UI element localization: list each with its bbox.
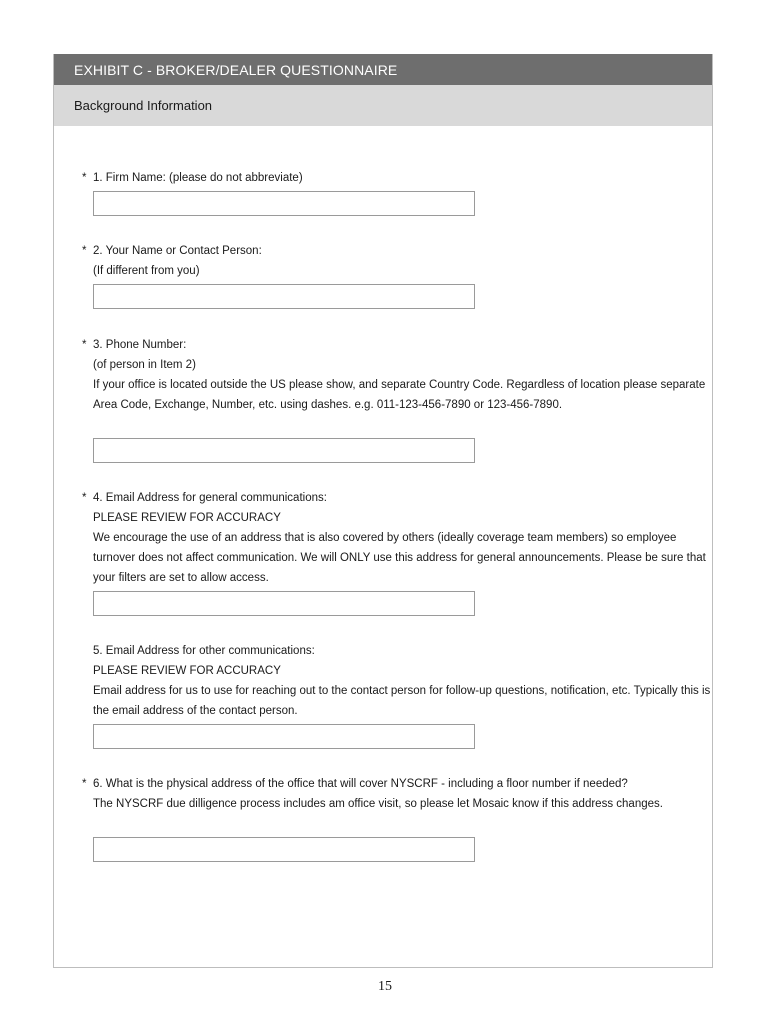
required-marker: *: [82, 492, 87, 504]
question-6: [82, 774, 712, 814]
question-3: [82, 335, 712, 415]
exhibit-title-bar: [54, 54, 712, 85]
question-6-help: The NYSCRF due dilligence process includes am office visit, so please let Mosaic know if this address changes.: [93, 798, 663, 810]
question-4-label: 4. Email Address for general communications:: [93, 492, 327, 504]
section-header-bar: [54, 85, 712, 126]
question-4: [82, 488, 712, 588]
question-1: [82, 168, 712, 188]
question-5-sublabel: PLEASE REVIEW FOR ACCURACY: [93, 665, 281, 677]
question-5-label: 5. Email Address for other communications:: [93, 645, 315, 657]
question-4-help: We encourage the use of an address that is also covered by others (ideally coverage team members) so employee turnover does not affect communication. We will ONLY use this address for general announcements. Please be sure that your filters are set to allow access.: [93, 532, 706, 584]
contact-name-input[interactable]: [93, 284, 475, 309]
question-2-label: 2. Your Name or Contact Person:: [93, 245, 262, 257]
other-email-input[interactable]: [93, 724, 475, 749]
page-number: 15: [378, 979, 392, 994]
question-3-help: If your office is located outside the US please show, and separate Country Code. Regardless of location please separate Area Code, Exchange, Number, etc. using dashes. e.g. 011-123-456-7890 or 123-456-7890.: [93, 379, 706, 411]
required-marker: *: [82, 172, 87, 184]
required-marker: *: [82, 339, 87, 351]
section-title: Background Information: [74, 98, 213, 113]
question-4-sublabel: PLEASE REVIEW FOR ACCURACY: [93, 512, 281, 524]
question-3-label: 3. Phone Number:: [93, 339, 187, 351]
questionnaire-form: [53, 54, 713, 968]
question-2-sublabel: (If different from you): [93, 265, 200, 277]
firm-name-input[interactable]: [93, 191, 475, 216]
question-5: [82, 641, 712, 721]
question-1-label: 1. Firm Name: (please do not abbreviate): [93, 172, 303, 184]
question-6-label: 6. What is the physical address of the office that will cover NYSCRF - including a floor number if needed?: [93, 778, 628, 790]
required-marker: *: [82, 778, 87, 790]
office-address-input[interactable]: [93, 837, 475, 862]
required-marker: *: [82, 245, 87, 257]
phone-number-input[interactable]: [93, 438, 475, 463]
general-email-input[interactable]: [93, 591, 475, 616]
question-5-help: Email address for us to use for reaching out to the contact person for follow-up questions, notification, etc. Typically this is the email address of the contact person.: [93, 685, 711, 717]
question-2: [82, 241, 712, 281]
exhibit-title: EXHIBIT C - BROKER/DEALER QUESTIONNAIRE: [74, 62, 398, 78]
question-3-sublabel: (of person in Item 2): [93, 359, 196, 371]
